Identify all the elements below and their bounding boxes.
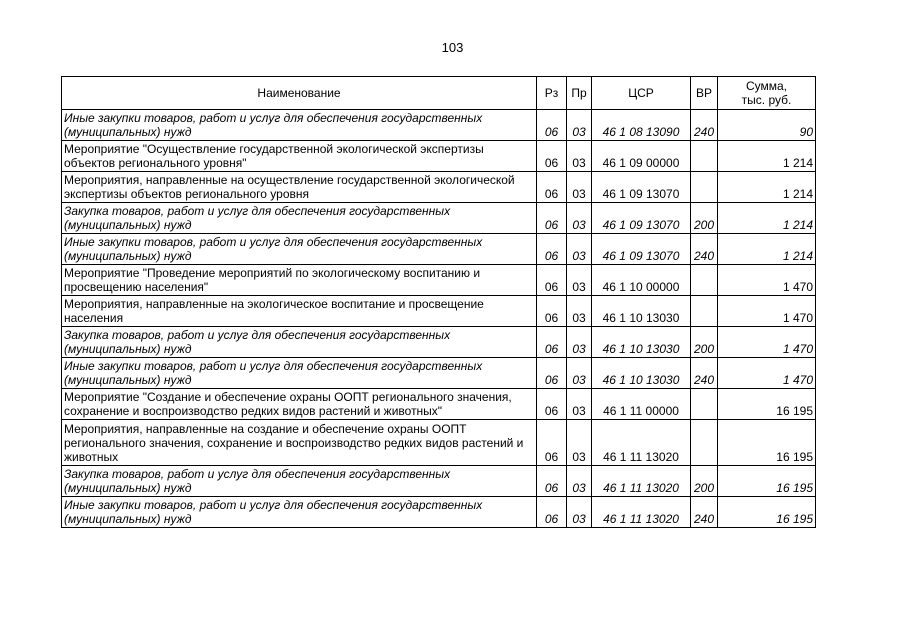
row-name: Иные закупки товаров, работ и услуг для обеспечения государственных (муниципальных) нужд [62,110,537,141]
row-name: Иные закупки товаров, работ и услуг для обеспечения государственных (муниципальных) нужд [62,234,537,265]
page-number: 103 [441,40,464,55]
row-sum: 16 195 [718,389,816,420]
row-csr: 46 1 08 13090 [592,110,691,141]
table-row [62,296,816,327]
row-pr: 03 [567,420,592,466]
row-rz: 06 [537,203,567,234]
row-sum: 1 470 [718,327,816,358]
row-sum: 1 470 [718,358,816,389]
row-vr: 240 [691,234,718,265]
header-vr: ВР [691,77,718,110]
row-vr [691,420,718,466]
header-rz: Рз [537,77,567,110]
row-vr [691,265,718,296]
row-csr: 46 1 10 13030 [592,358,691,389]
row-csr: 46 1 11 13020 [592,466,691,497]
row-rz: 06 [537,234,567,265]
row-rz: 06 [537,296,567,327]
row-sum: 16 195 [718,420,816,466]
row-rz: 06 [537,327,567,358]
row-rz: 06 [537,466,567,497]
row-csr: 46 1 10 00000 [592,265,691,296]
row-csr: 46 1 11 00000 [592,389,691,420]
table-row [62,466,816,497]
row-vr: 200 [691,466,718,497]
row-csr: 46 1 09 00000 [592,141,691,172]
row-name: Мероприятия, направленные на создание и обеспечение охраны ООПТ регионального значения, сохранение и воспроизводство редких видов растений и животных [62,420,537,466]
row-vr: 200 [691,203,718,234]
row-rz: 06 [537,172,567,203]
row-vr [691,296,718,327]
row-vr: 200 [691,327,718,358]
row-pr: 03 [567,234,592,265]
row-name: Иные закупки товаров, работ и услуг для обеспечения государственных (муниципальных) нужд [62,358,537,389]
header-name: Наименование [62,77,537,110]
row-rz: 06 [537,110,567,141]
row-name: Закупка товаров, работ и услуг для обеспечения государственных (муниципальных) нужд [62,203,537,234]
table-row [62,203,816,234]
row-rz: 06 [537,389,567,420]
row-rz: 06 [537,265,567,296]
row-name: Мероприятие "Осуществление государственной экологической экспертизы объектов регионального уровня" [62,141,537,172]
row-name: Мероприятия, направленные на экологическое воспитание и просвещение населения [62,296,537,327]
row-name: Мероприятия, направленные на осуществление государственной экологической экспертизы объектов регионального уровня [62,172,537,203]
row-vr: 240 [691,110,718,141]
row-pr: 03 [567,327,592,358]
row-rz: 06 [537,420,567,466]
row-sum: 1 470 [718,265,816,296]
row-name: Закупка товаров, работ и услуг для обеспечения государственных (муниципальных) нужд [62,327,537,358]
row-sum: 1 470 [718,296,816,327]
table-row [62,327,816,358]
row-pr: 03 [567,497,592,528]
header-sum-line2: тыс. руб. [741,92,792,107]
row-sum: 90 [718,110,816,141]
row-sum: 1 214 [718,234,816,265]
row-vr [691,172,718,203]
budget-table [61,76,816,528]
row-csr: 46 1 09 13070 [592,203,691,234]
row-name: Мероприятие "Проведение мероприятий по экологическому воспитанию и просвещению населения" [62,265,537,296]
header-pr: Пр [567,77,592,110]
table-row [62,172,816,203]
table-row [62,141,816,172]
header-sum-line1: Сумма, [745,78,788,93]
row-name: Иные закупки товаров, работ и услуг для обеспечения государственных (муниципальных) нужд [62,497,537,528]
table-row [62,358,816,389]
row-sum: 1 214 [718,203,816,234]
row-vr [691,389,718,420]
row-sum: 16 195 [718,466,816,497]
row-sum: 1 214 [718,172,816,203]
row-rz: 06 [537,497,567,528]
table-row [62,110,816,141]
row-name: Мероприятие "Создание и обеспечение охраны ООПТ регионального значения, сохранение и воспроизводство редких видов растений и животных" [62,389,537,420]
row-vr [691,141,718,172]
table-row [62,265,816,296]
table-row [62,234,816,265]
table-row [62,420,816,466]
row-pr: 03 [567,265,592,296]
row-pr: 03 [567,296,592,327]
row-vr: 240 [691,358,718,389]
row-rz: 06 [537,141,567,172]
row-csr: 46 1 10 13030 [592,327,691,358]
header-sum [718,77,816,110]
row-vr: 240 [691,497,718,528]
row-pr: 03 [567,203,592,234]
row-sum: 16 195 [718,497,816,528]
row-csr: 46 1 09 13070 [592,234,691,265]
table-header-row [62,77,816,110]
table-row [62,497,816,528]
row-pr: 03 [567,141,592,172]
row-pr: 03 [567,110,592,141]
row-rz: 06 [537,358,567,389]
row-csr: 46 1 09 13070 [592,172,691,203]
row-name: Закупка товаров, работ и услуг для обеспечения государственных (муниципальных) нужд [62,466,537,497]
row-pr: 03 [567,172,592,203]
row-pr: 03 [567,358,592,389]
row-pr: 03 [567,389,592,420]
row-sum: 1 214 [718,141,816,172]
header-csr: ЦСР [592,77,691,110]
table-row [62,389,816,420]
row-csr: 46 1 10 13030 [592,296,691,327]
row-csr: 46 1 11 13020 [592,420,691,466]
row-pr: 03 [567,466,592,497]
row-csr: 46 1 11 13020 [592,497,691,528]
